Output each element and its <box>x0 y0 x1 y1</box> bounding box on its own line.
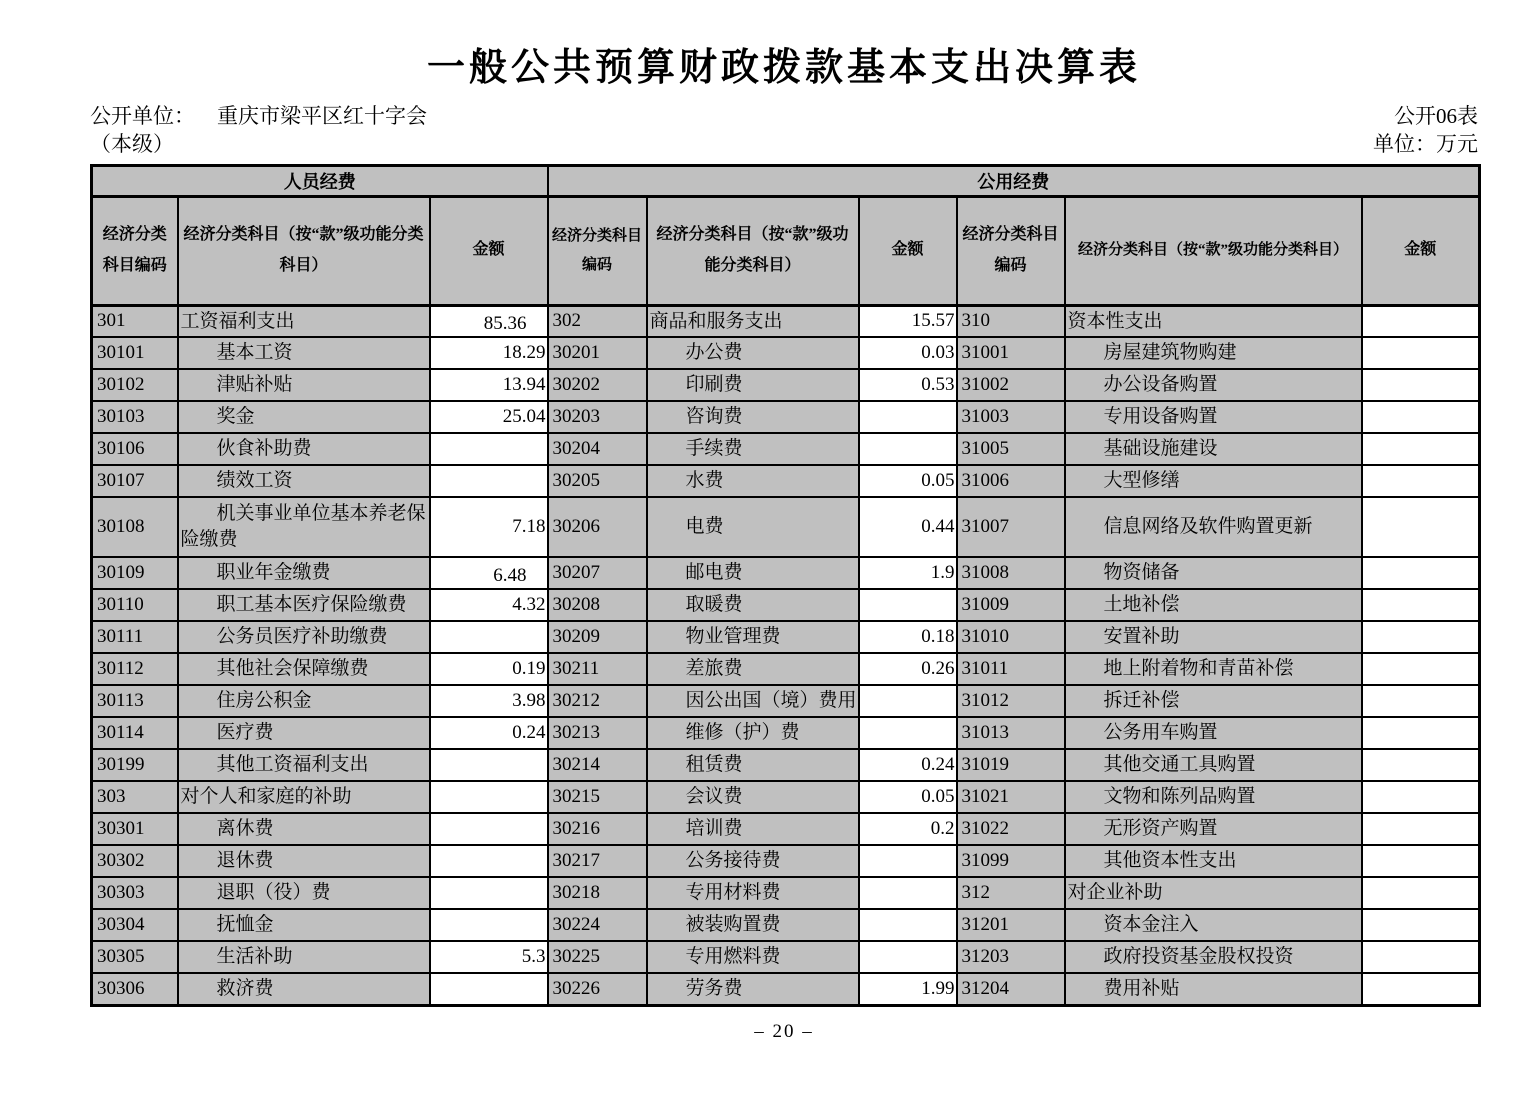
amount-cell <box>430 877 548 909</box>
column-header-2: 经济分类科目（按“款”级功能分类科目） <box>178 196 430 305</box>
column-header-7: 经济分类科目编码 <box>957 196 1065 305</box>
amount-cell: 25.04 <box>430 401 548 433</box>
name-cell: 物业管理费 <box>647 621 859 653</box>
column-header-3: 金额 <box>430 196 548 305</box>
amount-cell: 0.18 <box>859 621 957 653</box>
name-cell: 其他资本性支出 <box>1065 845 1362 877</box>
table-row <box>92 621 1480 653</box>
amount-cell <box>1362 941 1480 973</box>
amount-cell <box>430 749 548 781</box>
code-cell: 31009 <box>957 589 1065 621</box>
code-cell: 30206 <box>548 497 647 557</box>
amount-cell <box>859 909 957 941</box>
name-cell: 公务接待费 <box>647 845 859 877</box>
name-cell: 维修（护）费 <box>647 717 859 749</box>
name-cell: 绩效工资 <box>178 465 430 497</box>
table-row <box>92 465 1480 497</box>
table-row <box>92 685 1480 717</box>
amount-cell <box>1362 909 1480 941</box>
name-cell: 伙食补助费 <box>178 433 430 465</box>
name-cell: 工资福利支出 <box>178 305 430 337</box>
amount-cell <box>859 941 957 973</box>
amount-cell <box>859 845 957 877</box>
name-cell: 离休费 <box>178 813 430 845</box>
name-cell: 劳务费 <box>647 973 859 1005</box>
amount-cell <box>430 465 548 497</box>
amount-cell: 85.36 <box>430 305 548 337</box>
group-header-public: 公用经费 <box>548 165 1480 196</box>
name-cell: 商品和服务支出 <box>647 305 859 337</box>
name-cell: 公务员医疗补助缴费 <box>178 621 430 653</box>
amount-cell: 1.99 <box>859 973 957 1005</box>
amount-cell <box>430 973 548 1005</box>
table-row <box>92 845 1480 877</box>
code-cell: 30208 <box>548 589 647 621</box>
amount-cell <box>1362 433 1480 465</box>
table-row <box>92 941 1480 973</box>
amount-cell <box>430 845 548 877</box>
table-row <box>92 973 1480 1005</box>
amount-cell <box>1362 973 1480 1005</box>
group-header-personnel: 人员经费 <box>92 165 548 196</box>
amount-cell: 0.05 <box>859 781 957 813</box>
amount-cell <box>1362 465 1480 497</box>
code-cell: 30209 <box>548 621 647 653</box>
amount-cell: 4.32 <box>430 589 548 621</box>
column-header-row <box>92 196 1480 305</box>
name-cell: 拆迁补偿 <box>1065 685 1362 717</box>
form-number: 公开06表 <box>1394 103 1478 128</box>
table-row <box>92 781 1480 813</box>
amount-cell <box>1362 781 1480 813</box>
code-cell: 30114 <box>92 717 178 749</box>
amount-cell <box>859 589 957 621</box>
code-cell: 30303 <box>92 877 178 909</box>
name-cell: 政府投资基金股权投资 <box>1065 941 1362 973</box>
amount-cell <box>430 621 548 653</box>
code-cell: 31201 <box>957 909 1065 941</box>
code-cell: 30102 <box>92 369 178 401</box>
code-cell: 30107 <box>92 465 178 497</box>
name-cell: 专用材料费 <box>647 877 859 909</box>
code-cell: 30304 <box>92 909 178 941</box>
group-header-row <box>92 165 1480 196</box>
code-cell: 31013 <box>957 717 1065 749</box>
name-cell: 手续费 <box>647 433 859 465</box>
amount-cell: 1.9 <box>859 557 957 589</box>
table-row <box>92 877 1480 909</box>
amount-cell <box>859 685 957 717</box>
amount-cell: 0.19 <box>430 653 548 685</box>
amount-cell <box>1362 685 1480 717</box>
code-cell: 30112 <box>92 653 178 685</box>
unit-note: 单位：万元 <box>1373 131 1478 156</box>
unit-label: 公开单位： <box>90 103 195 128</box>
name-cell: 公务用车购置 <box>1065 717 1362 749</box>
name-cell: 办公设备购置 <box>1065 369 1362 401</box>
name-cell: 职业年金缴费 <box>178 557 430 589</box>
code-cell: 31001 <box>957 337 1065 369</box>
unit-level: （本级） <box>90 131 174 156</box>
table-row <box>92 337 1480 369</box>
table-row <box>92 813 1480 845</box>
name-cell: 生活补助 <box>178 941 430 973</box>
code-cell: 312 <box>957 877 1065 909</box>
code-cell: 30111 <box>92 621 178 653</box>
amount-cell: 0.26 <box>859 653 957 685</box>
code-cell: 30106 <box>92 433 178 465</box>
amount-cell: 6.48 <box>430 557 548 589</box>
code-cell: 31022 <box>957 813 1065 845</box>
amount-cell: 0.24 <box>430 717 548 749</box>
name-cell: 大型修缮 <box>1065 465 1362 497</box>
name-cell: 电费 <box>647 497 859 557</box>
name-cell: 物资储备 <box>1065 557 1362 589</box>
amount-cell: 7.18 <box>430 497 548 557</box>
name-cell: 对企业补助 <box>1065 877 1362 909</box>
column-header-9: 金额 <box>1362 196 1480 305</box>
table-row <box>92 401 1480 433</box>
amount-cell <box>1362 813 1480 845</box>
name-cell: 退休费 <box>178 845 430 877</box>
code-cell: 30211 <box>548 653 647 685</box>
amount-cell <box>430 909 548 941</box>
name-cell: 邮电费 <box>647 557 859 589</box>
code-cell: 31203 <box>957 941 1065 973</box>
column-header-8: 经济分类科目（按“款”级功能分类科目） <box>1065 196 1362 305</box>
code-cell: 31005 <box>957 433 1065 465</box>
code-cell: 30218 <box>548 877 647 909</box>
name-cell: 对个人和家庭的补助 <box>178 781 430 813</box>
code-cell: 30306 <box>92 973 178 1005</box>
amount-cell: 13.94 <box>430 369 548 401</box>
amount-cell <box>859 877 957 909</box>
code-cell: 31011 <box>957 653 1065 685</box>
table-row <box>92 589 1480 621</box>
name-cell: 差旅费 <box>647 653 859 685</box>
code-cell: 301 <box>92 305 178 337</box>
name-cell: 文物和陈列品购置 <box>1065 781 1362 813</box>
code-cell: 31007 <box>957 497 1065 557</box>
name-cell: 会议费 <box>647 781 859 813</box>
name-cell: 基本工资 <box>178 337 430 369</box>
code-cell: 30217 <box>548 845 647 877</box>
amount-cell: 0.44 <box>859 497 957 557</box>
code-cell: 31010 <box>957 621 1065 653</box>
code-cell: 310 <box>957 305 1065 337</box>
table-row <box>92 433 1480 465</box>
code-cell: 31002 <box>957 369 1065 401</box>
table-row <box>92 369 1480 401</box>
amount-cell <box>430 433 548 465</box>
budget-table <box>90 164 1481 1007</box>
amount-cell <box>1362 401 1480 433</box>
code-cell: 30215 <box>548 781 647 813</box>
amount-cell <box>1362 845 1480 877</box>
name-cell: 安置补助 <box>1065 621 1362 653</box>
code-cell: 30212 <box>548 685 647 717</box>
amount-cell <box>1362 653 1480 685</box>
amount-cell <box>430 813 548 845</box>
code-cell: 30108 <box>92 497 178 557</box>
document-page <box>90 46 1478 1043</box>
amount-cell <box>859 717 957 749</box>
name-cell: 资本性支出 <box>1065 305 1362 337</box>
name-cell: 水费 <box>647 465 859 497</box>
amount-cell: 5.3 <box>430 941 548 973</box>
amount-cell <box>1362 621 1480 653</box>
code-cell: 31021 <box>957 781 1065 813</box>
name-cell: 被装购置费 <box>647 909 859 941</box>
code-cell: 30225 <box>548 941 647 973</box>
name-cell: 租赁费 <box>647 749 859 781</box>
table-row <box>92 497 1480 557</box>
code-cell: 30199 <box>92 749 178 781</box>
amount-cell <box>1362 749 1480 781</box>
table-row <box>92 717 1480 749</box>
amount-cell <box>1362 497 1480 557</box>
name-cell: 津贴补贴 <box>178 369 430 401</box>
name-cell: 房屋建筑物购建 <box>1065 337 1362 369</box>
name-cell: 取暖费 <box>647 589 859 621</box>
amount-cell: 0.05 <box>859 465 957 497</box>
name-cell: 救济费 <box>178 973 430 1005</box>
amount-cell <box>859 401 957 433</box>
amount-cell <box>430 781 548 813</box>
name-cell: 地上附着物和青苗补偿 <box>1065 653 1362 685</box>
code-cell: 302 <box>548 305 647 337</box>
code-cell: 30214 <box>548 749 647 781</box>
code-cell: 30201 <box>548 337 647 369</box>
code-cell: 31008 <box>957 557 1065 589</box>
code-cell: 30216 <box>548 813 647 845</box>
table-row <box>92 909 1480 941</box>
code-cell: 30302 <box>92 845 178 877</box>
name-cell: 专用燃料费 <box>647 941 859 973</box>
name-cell: 无形资产购置 <box>1065 813 1362 845</box>
name-cell: 信息网络及软件购置更新 <box>1065 497 1362 557</box>
meta-left <box>90 102 427 158</box>
amount-cell <box>1362 877 1480 909</box>
table-row <box>92 749 1480 781</box>
meta-header <box>90 102 1478 158</box>
code-cell: 31019 <box>957 749 1065 781</box>
code-cell: 30305 <box>92 941 178 973</box>
name-cell: 资本金注入 <box>1065 909 1362 941</box>
amount-cell <box>1362 557 1480 589</box>
name-cell: 职工基本医疗保险缴费 <box>178 589 430 621</box>
name-cell: 印刷费 <box>647 369 859 401</box>
page-title: 一般公共预算财政拨款基本支出决算表 <box>426 47 1141 89</box>
code-cell: 30204 <box>548 433 647 465</box>
amount-cell: 0.24 <box>859 749 957 781</box>
name-cell: 专用设备购置 <box>1065 401 1362 433</box>
name-cell: 培训费 <box>647 813 859 845</box>
name-cell: 住房公积金 <box>178 685 430 717</box>
code-cell: 30113 <box>92 685 178 717</box>
name-cell: 基础设施建设 <box>1065 433 1362 465</box>
page-number: – 20 – <box>754 1020 814 1042</box>
name-cell: 其他工资福利支出 <box>178 749 430 781</box>
name-cell: 机关事业单位基本养老保险缴费 <box>178 497 430 557</box>
unit-line <box>90 102 427 130</box>
code-cell: 31006 <box>957 465 1065 497</box>
name-cell: 土地补偿 <box>1065 589 1362 621</box>
amount-cell <box>1362 369 1480 401</box>
table-body <box>92 305 1480 1005</box>
amount-cell <box>859 433 957 465</box>
column-header-5: 经济分类科目（按“款”级功能分类科目） <box>647 196 859 305</box>
code-cell: 30207 <box>548 557 647 589</box>
column-header-4: 经济分类科目编码 <box>548 196 647 305</box>
amount-cell: 15.57 <box>859 305 957 337</box>
code-cell: 30101 <box>92 337 178 369</box>
name-cell: 费用补贴 <box>1065 973 1362 1005</box>
name-cell: 退职（役）费 <box>178 877 430 909</box>
amount-cell: 3.98 <box>430 685 548 717</box>
code-cell: 30203 <box>548 401 647 433</box>
code-cell: 31099 <box>957 845 1065 877</box>
amount-cell <box>1362 717 1480 749</box>
code-cell: 30202 <box>548 369 647 401</box>
amount-cell <box>1362 589 1480 621</box>
table-row <box>92 305 1480 337</box>
code-cell: 31204 <box>957 973 1065 1005</box>
table-row <box>92 653 1480 685</box>
meta-right <box>1373 102 1478 158</box>
name-cell: 办公费 <box>647 337 859 369</box>
name-cell: 咨询费 <box>647 401 859 433</box>
name-cell: 其他社会保障缴费 <box>178 653 430 685</box>
code-cell: 30226 <box>548 973 647 1005</box>
code-cell: 303 <box>92 781 178 813</box>
code-cell: 31003 <box>957 401 1065 433</box>
amount-cell: 18.29 <box>430 337 548 369</box>
code-cell: 30301 <box>92 813 178 845</box>
amount-cell: 0.2 <box>859 813 957 845</box>
unit-name: 重庆市梁平区红十字会 <box>217 103 427 128</box>
name-cell: 医疗费 <box>178 717 430 749</box>
name-cell: 奖金 <box>178 401 430 433</box>
code-cell: 30110 <box>92 589 178 621</box>
table-row <box>92 557 1480 589</box>
name-cell: 因公出国（境）费用 <box>647 685 859 717</box>
amount-cell <box>1362 337 1480 369</box>
code-cell: 30103 <box>92 401 178 433</box>
code-cell: 30205 <box>548 465 647 497</box>
name-cell: 抚恤金 <box>178 909 430 941</box>
name-cell: 其他交通工具购置 <box>1065 749 1362 781</box>
amount-cell: 0.53 <box>859 369 957 401</box>
column-header-1: 经济分类科目编码 <box>92 196 178 305</box>
code-cell: 31012 <box>957 685 1065 717</box>
column-header-6: 金额 <box>859 196 957 305</box>
amount-cell: 0.03 <box>859 337 957 369</box>
amount-cell <box>1362 305 1480 337</box>
code-cell: 30224 <box>548 909 647 941</box>
code-cell: 30213 <box>548 717 647 749</box>
code-cell: 30109 <box>92 557 178 589</box>
